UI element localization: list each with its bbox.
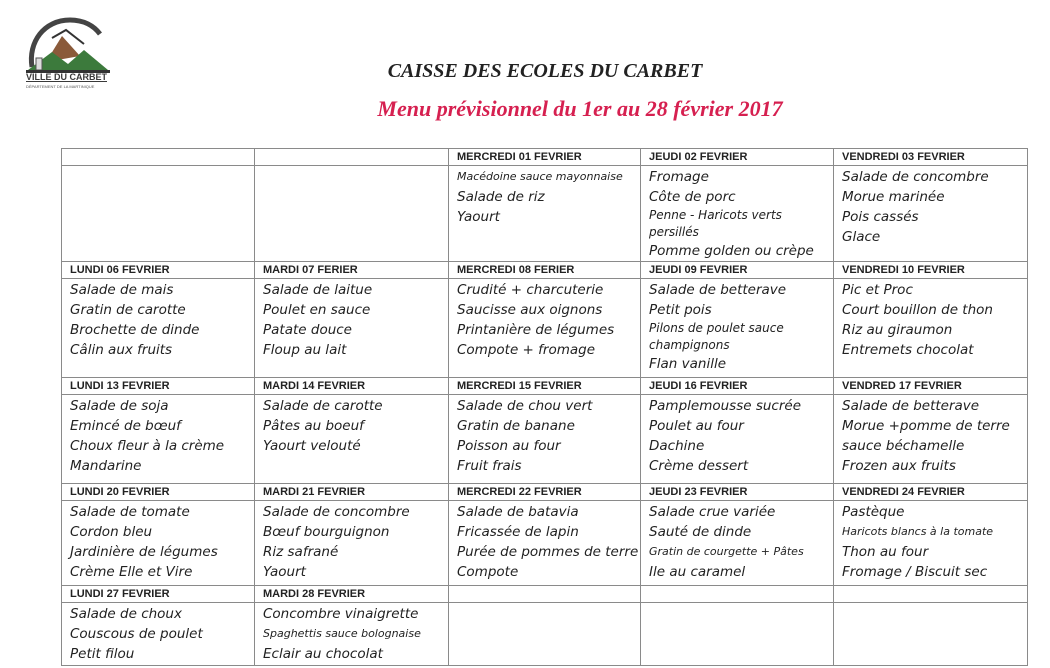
menu-item: Thon au four <box>842 544 929 560</box>
menu-item: Côte de porc <box>649 189 736 205</box>
menu-item: Pomme golden ou crèpe <box>649 243 814 259</box>
menu-item: Gratin de banane <box>457 418 575 434</box>
menu-item: Couscous de poulet <box>70 626 203 642</box>
menu-item: Salade de choux <box>70 606 182 622</box>
day-menu-cell <box>834 603 1028 666</box>
menu-item: Brochette de dinde <box>70 322 200 338</box>
day-label: VENDREDI 03 FEVRIER <box>834 149 1028 166</box>
logo-department: DÉPARTEMENT DE LA MARTINIQUE <box>26 84 95 89</box>
menu-item: Court bouillon de thon <box>842 302 993 318</box>
day-label <box>255 149 449 166</box>
menu-item: Spaghettis sauce bolognaise <box>263 627 421 640</box>
menu-item: Riz au giraumon <box>842 322 953 338</box>
day-header-row <box>62 378 1028 395</box>
day-label: MERCREDI 08 FERIER <box>449 262 641 279</box>
day-label: MARDI 21 FEVRIER <box>255 484 449 501</box>
day-label: MERCREDI 15 FEVRIER <box>449 378 641 395</box>
menu-item: Pâtes au boeuf <box>263 418 364 434</box>
menu-item: Ile au caramel <box>649 564 746 580</box>
day-label: JEUDI 23 FEVRIER <box>641 484 834 501</box>
day-header-row <box>62 586 1028 603</box>
menu-item: Salade de betterave <box>649 282 787 298</box>
menu-item: Fricassée de lapin <box>457 524 579 540</box>
menu-item: Salade de carotte <box>263 398 383 414</box>
menu-item: Crème dessert <box>649 458 749 474</box>
menu-item: Frozen aux fruits <box>842 458 956 474</box>
day-menu-cell <box>449 395 641 484</box>
menu-item: Entremets chocolat <box>842 342 974 358</box>
menu-item: Salade de riz <box>457 189 545 205</box>
day-label: MERCREDI 22 FEVRIER <box>449 484 641 501</box>
menu-item: Eclair au chocolat <box>263 646 383 662</box>
menu-row <box>62 279 1028 378</box>
day-label: JEUDI 16 FEVRIER <box>641 378 834 395</box>
day-menu-cell <box>449 603 641 666</box>
menu-item: Yaourt velouté <box>263 438 361 454</box>
menu-item: Pilons de poulet sauce champignons <box>649 321 784 352</box>
day-label: VENDREDI 10 FEVRIER <box>834 262 1028 279</box>
menu-item: Yaourt <box>263 564 306 580</box>
day-menu-cell <box>449 166 641 262</box>
menu-item: Poisson au four <box>457 438 561 454</box>
menu-item: Yaourt <box>457 209 500 225</box>
menu-row <box>62 603 1028 666</box>
day-label <box>641 586 834 603</box>
menu-item: Pois cassés <box>842 209 919 225</box>
menu-item: Salade crue variée <box>649 504 776 520</box>
menu-item: Fromage <box>649 169 709 185</box>
page-title: CAISSE DES ECOLES DU CARBET <box>387 60 703 82</box>
menu-item: Salade de batavia <box>457 504 579 520</box>
menu-item: Jardinière de légumes <box>70 544 218 560</box>
menu-item: Câlin aux fruits <box>70 342 173 358</box>
day-menu-cell <box>834 166 1028 262</box>
menu-item: Crème Elle et Vire <box>70 564 193 580</box>
day-menu-cell <box>449 279 641 378</box>
day-label <box>449 586 641 603</box>
menu-item: Compote + fromage <box>457 342 596 358</box>
day-label: LUNDI 13 FEVRIER <box>62 378 255 395</box>
day-label: JEUDI 02 FEVRIER <box>641 149 834 166</box>
menu-item: Salade de concombre <box>263 504 410 520</box>
page-subtitle: Menu prévisionnel du 1er au 28 février 2017 <box>377 96 783 121</box>
menu-item: Petit filou <box>70 646 135 662</box>
menu-item: Dachine <box>649 438 705 454</box>
day-label: MARDI 28 FEVRIER <box>255 586 449 603</box>
day-label <box>834 586 1028 603</box>
menu-item: Petit pois <box>649 302 712 318</box>
menu-item: Salade de chou vert <box>457 398 593 414</box>
day-label: LUNDI 20 FEVRIER <box>62 484 255 501</box>
menu-item: Bœuf bourguignon <box>263 524 390 540</box>
day-label: VENDREDI 24 FEVRIER <box>834 484 1028 501</box>
menu-row <box>62 166 1028 262</box>
menu-item: Flan vanille <box>649 356 727 372</box>
day-menu-cell <box>62 603 255 666</box>
day-menu-cell <box>62 395 255 484</box>
day-header-row <box>62 262 1028 279</box>
menu-item: Salade de concombre <box>842 169 989 185</box>
logo-town-name: VILLE DU CARBET <box>26 72 107 82</box>
day-menu-cell <box>834 501 1028 586</box>
menu-item: Patate douce <box>263 322 352 338</box>
menu-item: Printanière de légumes <box>457 322 615 338</box>
menu-item: Fruit frais <box>457 458 522 474</box>
menu-item: Floup au lait <box>263 342 347 358</box>
menu-row <box>62 501 1028 586</box>
day-label <box>62 149 255 166</box>
day-label: JEUDI 09 FEVRIER <box>641 262 834 279</box>
menu-item: Fromage / Biscuit sec <box>842 564 988 580</box>
menu-item: sauce béchamelle <box>842 438 965 454</box>
menu-item: Cordon bleu <box>70 524 153 540</box>
menu-item: Morue marinée <box>842 189 945 205</box>
menu-table <box>61 148 1028 666</box>
day-menu-cell <box>449 501 641 586</box>
menu-item: Purée de pommes de terre <box>457 544 639 560</box>
menu-item: Macédoine sauce mayonnaise <box>457 170 623 183</box>
day-menu-cell <box>834 279 1028 378</box>
day-menu-cell <box>255 395 449 484</box>
menu-item: Choux fleur à la crème <box>70 438 225 454</box>
day-header-row <box>62 484 1028 501</box>
menu-item: Mandarine <box>70 458 142 474</box>
menu-item: Emincé de bœuf <box>70 418 181 434</box>
day-menu-cell <box>255 166 449 262</box>
menu-item: Glace <box>842 229 881 245</box>
menu-item: Morue +pomme de terre <box>842 418 1010 434</box>
day-menu-cell <box>834 395 1028 484</box>
menu-item: Sauté de dinde <box>649 524 752 540</box>
day-menu-cell <box>641 166 834 262</box>
menu-item: Poulet en sauce <box>263 302 371 318</box>
day-label: MERCREDI 01 FEVRIER <box>449 149 641 166</box>
day-label: MARDI 14 FEVRIER <box>255 378 449 395</box>
day-menu-cell <box>62 501 255 586</box>
menu-item: Pic et Proc <box>842 282 913 298</box>
menu-item: Pamplemousse sucrée <box>649 398 801 414</box>
menu-item: Pastèque <box>842 504 905 520</box>
menu-item: Crudité + charcuterie <box>457 282 604 298</box>
menu-item: Penne - Haricots verts persillés <box>649 208 782 239</box>
menu-item: Salade de laitue <box>263 282 373 298</box>
day-header-row <box>62 149 1028 166</box>
menu-row <box>62 395 1028 484</box>
menu-item: Salade de mais <box>70 282 174 298</box>
menu-item: Saucisse aux oignons <box>457 302 603 318</box>
day-menu-cell <box>255 501 449 586</box>
day-label: LUNDI 06 FEVRIER <box>62 262 255 279</box>
day-menu-cell <box>641 395 834 484</box>
day-menu-cell <box>62 166 255 262</box>
menu-item: Riz safrané <box>263 544 339 560</box>
day-menu-cell <box>62 279 255 378</box>
menu-item: Salade de soja <box>70 398 169 414</box>
menu-item: Haricots blancs à la tomate <box>842 525 994 538</box>
day-menu-cell <box>641 279 834 378</box>
menu-item: Concombre vinaigrette <box>263 606 419 622</box>
menu-item: Compote <box>457 564 519 580</box>
day-menu-cell <box>641 501 834 586</box>
menu-item: Gratin de carotte <box>70 302 186 318</box>
menu-item: Gratin de courgette + Pâtes <box>649 545 804 558</box>
day-menu-cell <box>641 603 834 666</box>
menu-item: Salade de tomate <box>70 504 190 520</box>
day-label: VENDRED 17 FEVRIER <box>834 378 1028 395</box>
day-label: LUNDI 27 FEVRIER <box>62 586 255 603</box>
day-menu-cell <box>255 279 449 378</box>
day-label: MARDI 07 FERIER <box>255 262 449 279</box>
day-menu-cell <box>255 603 449 666</box>
menu-item: Salade de betterave <box>842 398 980 414</box>
menu-item: Poulet au four <box>649 418 744 434</box>
